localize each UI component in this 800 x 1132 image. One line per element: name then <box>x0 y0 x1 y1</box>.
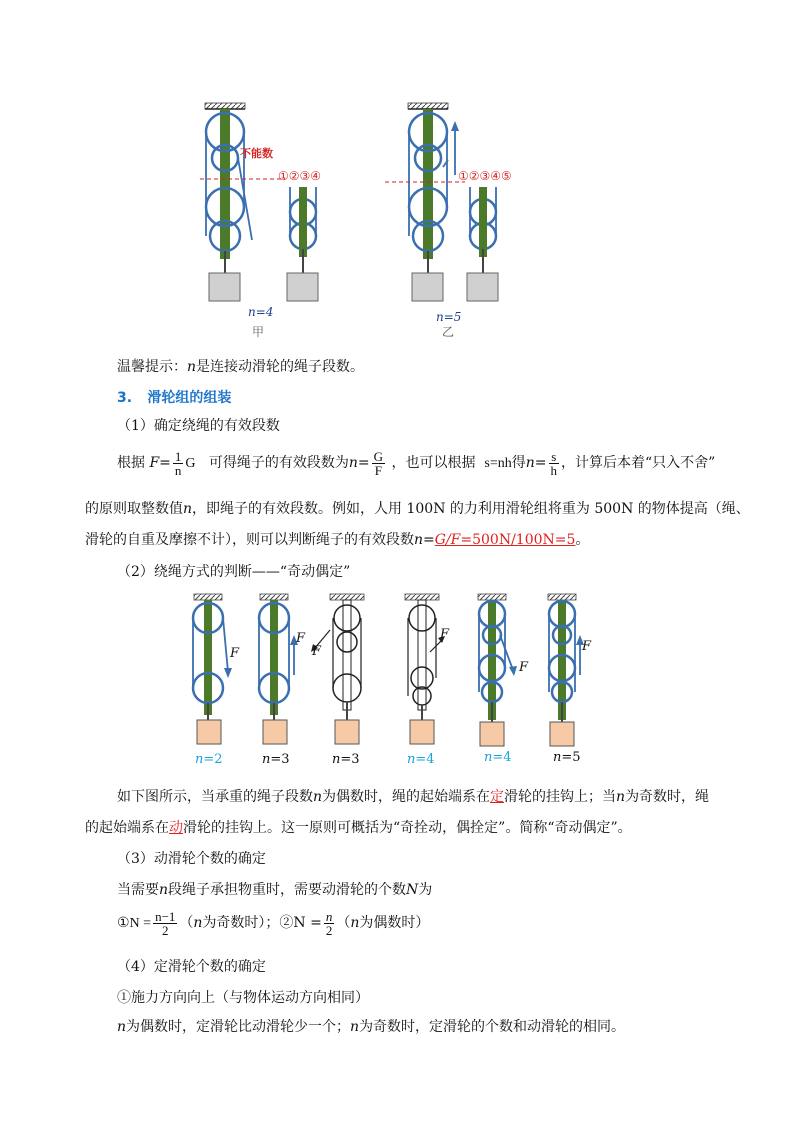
example-l2c: G/F <box>434 532 461 548</box>
winding-system-1 <box>193 594 232 744</box>
frac2-den: F <box>374 462 382 478</box>
last-n1: n <box>117 1019 127 1035</box>
winding-label-3 <box>332 750 360 770</box>
winding-system-3 <box>311 594 364 744</box>
winding-label-2 <box>262 750 290 770</box>
rule-l2b: 动 <box>169 820 183 836</box>
fraction-G-over-F <box>372 450 385 477</box>
winding-system-6 <box>548 594 584 746</box>
winding-label-4 <box>407 750 435 770</box>
subsection-3-title: （3）动滑轮个数的确定 <box>117 851 266 867</box>
winding-label-5 <box>484 748 512 768</box>
fraction-n-minus-1-over-2 <box>153 910 177 937</box>
formula-G: G <box>185 456 196 471</box>
fn-f2-den: 2 <box>325 922 333 938</box>
pulley-system-jia-count <box>287 179 318 301</box>
pulley-figure-top <box>190 95 550 345</box>
formula-text-5: ，计算后本着“只入不舍” <box>561 455 716 471</box>
section-3-heading <box>117 387 231 408</box>
count-marks-jia: ①②③④ <box>278 169 322 183</box>
winding-label-3-eq: =3 <box>340 752 360 767</box>
formula-eq-1: = <box>159 455 171 471</box>
frac1-den: n <box>174 462 182 478</box>
tip-prefix: 温馨提示： <box>117 359 187 375</box>
rule-l1e: 为奇数时，绳 <box>625 789 710 805</box>
example-line-2 <box>85 530 589 550</box>
rule-l1b: 为偶数时，绳的起始端系在 <box>322 789 491 805</box>
label-n-yi: n=5 <box>436 310 462 324</box>
subsection-4-title: （4）定滑轮个数的确定 <box>117 959 266 975</box>
rule-l1d: 滑轮的挂钩上；当 <box>504 789 617 805</box>
force-label-2: F <box>296 631 306 646</box>
last-n2: n <box>350 1019 360 1035</box>
subsection-1-title: （1）确定绕绳的有效段数 <box>117 418 280 434</box>
label-n-jia: n=4 <box>248 305 274 319</box>
winding-system-2 <box>259 594 298 744</box>
winding-label-4-eq: =4 <box>415 752 435 767</box>
winding-label-4-n: n <box>407 752 416 767</box>
formula-text-1: 根据 <box>117 455 150 471</box>
winding-label-2-n: n <box>262 752 271 767</box>
formula-text-4: 得 <box>511 455 526 471</box>
fn-f2-num: n <box>325 908 333 924</box>
pulley-system-yi <box>385 103 465 301</box>
example-l1n: n <box>183 501 193 517</box>
formula-paragraph <box>117 448 715 479</box>
pulley-system-yi-count <box>467 187 498 301</box>
frac2-num: G <box>373 448 384 464</box>
formula-n-1: n <box>348 455 358 471</box>
caption-jia: 甲 <box>252 325 265 339</box>
force-label-1: F <box>230 646 240 661</box>
winding-system-4 <box>405 594 445 744</box>
example-l2a: 滑轮的自重及摩擦不计），则可以判断绳子的有效段数 <box>85 532 414 548</box>
subsection-2-title: （2）绕绳方式的判断——“奇动偶定” <box>117 564 351 580</box>
fn-p2: （ <box>336 915 351 931</box>
pn-a: 当需要 <box>117 882 159 898</box>
caption-yi: 乙 <box>442 325 455 339</box>
rule-l2c: 滑轮的挂钩上。这一原则可概括为“奇拴动，偶拴定”。简称“奇动偶定”。 <box>183 820 632 836</box>
winding-label-1 <box>195 750 223 770</box>
fn-c1: ①N = <box>117 916 152 931</box>
rule-line-1 <box>117 787 709 807</box>
fraction-1-over-n <box>173 450 184 477</box>
pulley-figure-winding <box>180 590 610 750</box>
formula-eq-2: = <box>357 455 370 471</box>
fn-p1b: 为奇数时）；②N = <box>202 915 322 931</box>
winding-label-1-eq: =2 <box>203 752 223 767</box>
example-l2n: n <box>414 532 424 548</box>
fn-n1: n <box>193 915 203 931</box>
fn-p2b: 为偶数时） <box>359 915 430 931</box>
rule-line-2 <box>85 818 632 838</box>
force-label-6: F <box>582 639 592 654</box>
force-label-3: F <box>312 644 322 659</box>
frac1-num: 1 <box>174 448 182 464</box>
frac3-den: h <box>550 462 558 478</box>
formula-text-2: 可得绳子的有效段数为 <box>208 455 349 471</box>
item-1-title: ①施力方向向上（与物体运动方向相同） <box>117 990 369 1006</box>
pulley-system-jia <box>200 103 285 301</box>
fraction-s-over-h <box>549 450 560 477</box>
formula-eq-3: = <box>534 455 547 471</box>
rule-l1a: 如下图所示，当承重的绳子段数 <box>117 789 313 805</box>
rule-l1c: 定 <box>490 789 505 805</box>
pn-c: 为 <box>418 882 433 898</box>
fn-f1-den: 2 <box>161 922 169 938</box>
winding-system-5 <box>478 594 517 746</box>
fn-p1: （ <box>179 915 194 931</box>
fn-n2: n <box>350 915 360 931</box>
example-l2e: 。 <box>575 532 590 548</box>
example-l2b: = <box>423 532 435 548</box>
pn-b: 段绳子承担物重时，需要动滑轮的个数 <box>168 882 407 898</box>
example-line-1 <box>85 499 750 519</box>
winding-label-2-eq: =3 <box>270 752 290 767</box>
force-label-5: F <box>519 660 529 675</box>
last-a: 为偶数时，定滑轮比动滑轮少一个； <box>126 1019 351 1035</box>
movable-count-formula <box>117 908 429 939</box>
fraction-n-over-2 <box>324 910 335 937</box>
formula-s-eq-nh: s=nh <box>484 456 512 471</box>
winding-label-3-n: n <box>332 752 341 767</box>
tip-rest: 是连接动滑轮的绳子段数。 <box>196 359 365 375</box>
tip-line <box>117 357 364 377</box>
force-label-4: F <box>440 627 450 642</box>
example-l2d: =500N/100N=5 <box>460 532 576 548</box>
formula-text-3: ，也可以根据 <box>391 455 476 471</box>
section-3-number: 3. <box>117 390 133 406</box>
winding-label-6-n: n <box>553 750 562 765</box>
annotation-cannot-count: 不能数 <box>240 147 273 160</box>
last-b: 为奇数时，定滑轮的个数和动滑轮的相同。 <box>359 1019 626 1035</box>
fn-f1-num: n−1 <box>155 908 176 924</box>
winding-label-1-n: n <box>195 752 204 767</box>
frac3-num: s <box>549 450 560 464</box>
pn-N: N <box>406 882 419 898</box>
rule-l1n2: n <box>616 789 626 805</box>
pn-n: n <box>159 882 169 898</box>
formula-F: F <box>149 455 160 471</box>
count-marks-yi: ①②③④⑤ <box>458 169 512 183</box>
formula-n-2: n <box>525 455 535 471</box>
section-3-title: 滑轮组的组装 <box>147 390 232 406</box>
winding-label-6 <box>553 748 581 768</box>
movable-count-intro <box>117 880 432 900</box>
winding-label-6-eq: =5 <box>561 750 581 765</box>
winding-label-5-eq: =4 <box>492 750 512 765</box>
example-l1b: ，即绳子的有效段数。例如，人用 100N 的力利用滑轮组将重为 500N 的物体提高（绳、 <box>192 501 750 517</box>
last-line <box>117 1017 625 1037</box>
rule-l1n: n <box>313 789 323 805</box>
tip-n: n <box>187 359 197 375</box>
winding-label-5-n: n <box>484 750 493 765</box>
rule-l2a: 的起始端系在 <box>85 820 169 836</box>
example-l1a: 的原则取整数值 <box>85 501 183 517</box>
